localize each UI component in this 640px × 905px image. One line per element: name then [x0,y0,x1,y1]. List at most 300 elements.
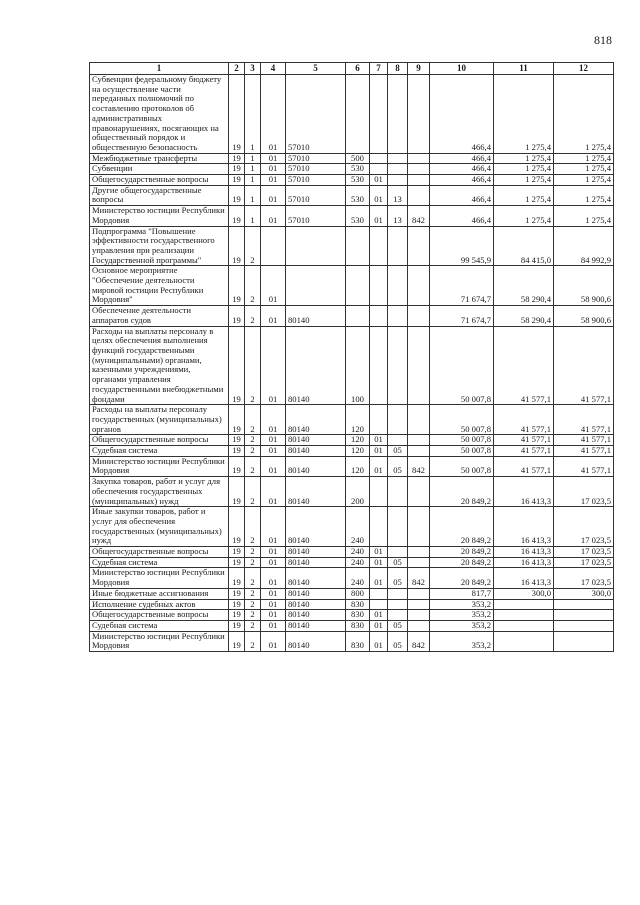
table-cell: 830 [346,631,370,651]
table-cell: 01 [261,164,286,175]
table-cell: 19 [229,456,245,476]
table-cell: 2 [245,477,261,507]
table-cell [408,306,430,326]
table-cell: 13 [388,206,408,226]
table-cell: 50 007,8 [430,326,494,405]
table-cell [370,153,388,164]
table-cell: 20 849,2 [430,557,494,568]
table-cell [370,507,388,547]
table-cell: 17 023,5 [554,507,614,547]
table-row [90,206,614,226]
header-cell: 8 [388,63,408,75]
table-cell: 01 [261,405,286,435]
table-row [90,175,614,186]
table-cell: 2 [245,588,261,599]
table-cell: 19 [229,588,245,599]
table-cell: 84 415,0 [494,226,554,266]
table-cell: 2 [245,568,261,588]
table-cell: 80140 [286,620,346,631]
table-cell: 1 275,4 [494,75,554,154]
table-cell: 240 [346,557,370,568]
table-cell: 500 [346,153,370,164]
row-label-cell: Субвенции [90,164,229,175]
table-cell: 1 275,4 [554,206,614,226]
table-cell [408,164,430,175]
row-label-cell: Закупка товаров, работ и услуг для обеспечения государственных (муниципальных) нужд [90,477,229,507]
table-cell: 466,4 [430,185,494,205]
table-cell: 01 [261,266,286,306]
row-label-cell: Судебная система [90,446,229,457]
table-cell: 58 290,4 [494,266,554,306]
table-cell: 19 [229,599,245,610]
table-cell: 05 [388,446,408,457]
table-cell [370,306,388,326]
table-cell: 19 [229,206,245,226]
table-cell: 01 [370,175,388,186]
table-cell: 1 275,4 [494,153,554,164]
table-cell: 01 [261,175,286,186]
row-label-cell: Судебная система [90,620,229,631]
table-cell [388,599,408,610]
table-cell: 817,7 [430,588,494,599]
table-row [90,164,614,175]
table-cell [370,164,388,175]
table-cell: 466,4 [430,75,494,154]
table-cell: 58 290,4 [494,306,554,326]
table-cell: 240 [346,568,370,588]
table-cell [408,326,430,405]
table-cell: 01 [370,547,388,558]
row-label-cell: Исполнение судебных актов [90,599,229,610]
table-row [90,185,614,205]
header-cell: 11 [494,63,554,75]
table-cell: 01 [261,557,286,568]
table-cell: 120 [346,435,370,446]
header-row [90,63,614,75]
table-cell: 530 [346,164,370,175]
row-label-cell: Обеспечение деятельности аппаратов судов [90,306,229,326]
table-cell: 842 [408,456,430,476]
table-cell [494,610,554,621]
table-row [90,226,614,266]
table-cell: 240 [346,507,370,547]
table-cell: 353,2 [430,610,494,621]
table-cell: 41 577,1 [554,456,614,476]
table-cell: 57010 [286,153,346,164]
header-cell: 2 [229,63,245,75]
table-cell: 13 [388,185,408,205]
table-cell: 80140 [286,306,346,326]
table-cell: 1 [245,164,261,175]
table-cell [388,326,408,405]
table-cell: 19 [229,620,245,631]
table-cell: 57010 [286,206,346,226]
table-cell [554,620,614,631]
table-cell: 01 [261,446,286,457]
table-cell: 120 [346,456,370,476]
table-cell: 2 [245,547,261,558]
table-cell: 842 [408,568,430,588]
row-label-cell: Межбюджетные трансферты [90,153,229,164]
table-cell: 01 [261,631,286,651]
table-cell [261,226,286,266]
table-cell: 05 [388,456,408,476]
table-row [90,75,614,154]
table-cell: 530 [346,185,370,205]
table-cell: 1 [245,175,261,186]
row-label-cell: Субвенции федеральному бюджету на осуществление части переданных полномочий по составлению протоколов об административных правонарушениях, посягающих на общественный порядок и общественную безопасность [90,75,229,154]
row-label-cell: Судебная система [90,557,229,568]
table-cell [408,405,430,435]
table-cell: 01 [261,568,286,588]
table-cell: 01 [261,306,286,326]
table-cell: 19 [229,326,245,405]
table-cell: 41 577,1 [494,446,554,457]
table-cell [554,599,614,610]
table-cell: 1 275,4 [554,75,614,154]
table-cell [408,547,430,558]
table-cell: 530 [346,175,370,186]
table-row [90,153,614,164]
table-cell: 466,4 [430,164,494,175]
table-row [90,477,614,507]
table-cell: 19 [229,226,245,266]
table-cell: 1 [245,185,261,205]
table-cell: 41 577,1 [494,456,554,476]
table-cell [408,557,430,568]
table-cell: 19 [229,557,245,568]
header-cell: 7 [370,63,388,75]
table-cell: 120 [346,405,370,435]
table-cell: 16 413,3 [494,568,554,588]
table-cell: 57010 [286,185,346,205]
table-cell: 20 849,2 [430,547,494,558]
table-cell: 41 577,1 [554,405,614,435]
table-cell: 01 [370,456,388,476]
table-cell: 1 [245,206,261,226]
table-cell [346,306,370,326]
table-cell: 1 275,4 [494,185,554,205]
table-cell: 353,2 [430,631,494,651]
table-cell: 05 [388,620,408,631]
row-label-cell: Министерство юстиции Республики Мордовия [90,456,229,476]
table-cell: 2 [245,557,261,568]
table-cell: 17 023,5 [554,568,614,588]
row-label-cell: Расходы на выплаты персоналу в целях обеспечения выполнения функций государственными (муниципальными) органами, казенными учреждениями, органами управления государственными внебюджетными фондами [90,326,229,405]
table-cell [370,405,388,435]
table-cell [388,75,408,154]
table-cell [370,588,388,599]
table-cell: 58 900,6 [554,306,614,326]
table-cell: 71 674,7 [430,266,494,306]
table-cell: 842 [408,206,430,226]
row-label-cell: Министерство юстиции Республики Мордовия [90,631,229,651]
row-label-cell: Министерство юстиции Республики Мордовия [90,206,229,226]
table-cell: 80140 [286,547,346,558]
page-number: 818 [594,33,612,47]
table-cell: 19 [229,164,245,175]
row-label-cell: Подпрограмма "Повышение эффективности государственного управления при реализации Государственной программы" [90,226,229,266]
table-cell: 80140 [286,631,346,651]
table-cell: 80140 [286,599,346,610]
table-cell: 01 [370,568,388,588]
budget-table [89,62,614,652]
table-cell: 2 [245,599,261,610]
table-cell: 80140 [286,405,346,435]
table-cell: 300,0 [554,588,614,599]
table-cell: 19 [229,75,245,154]
table-cell: 2 [245,631,261,651]
table-cell: 2 [245,456,261,476]
table-cell: 100 [346,326,370,405]
table-cell [346,226,370,266]
table-cell: 842 [408,631,430,651]
row-label-cell: Иные бюджетные ассигнования [90,588,229,599]
table-row [90,557,614,568]
table-cell [408,477,430,507]
table-cell: 80140 [286,610,346,621]
table-cell [286,266,346,306]
table-cell: 01 [261,507,286,547]
table-cell: 830 [346,620,370,631]
table-cell: 466,4 [430,206,494,226]
table-cell [494,631,554,651]
table-cell: 20 849,2 [430,477,494,507]
table-cell: 2 [245,610,261,621]
table-cell [388,477,408,507]
table-cell: 80140 [286,456,346,476]
table-cell: 80140 [286,568,346,588]
table-cell: 16 413,3 [494,547,554,558]
table-cell: 01 [261,185,286,205]
row-label-cell: Общегосударственные вопросы [90,547,229,558]
table-cell: 01 [261,610,286,621]
table-cell [408,610,430,621]
table-cell: 41 577,1 [494,405,554,435]
table-body [90,75,614,652]
table-cell: 1 [245,153,261,164]
table-cell [494,620,554,631]
table-cell [554,610,614,621]
table-row [90,435,614,446]
table-cell [408,75,430,154]
table-cell: 20 849,2 [430,507,494,547]
table-cell: 50 007,8 [430,446,494,457]
table-row [90,631,614,651]
table-row [90,507,614,547]
table-cell: 01 [370,435,388,446]
header-cell: 10 [430,63,494,75]
table-cell: 19 [229,568,245,588]
table-cell: 41 577,1 [494,326,554,405]
table-cell: 80140 [286,588,346,599]
table-cell: 84 992,9 [554,226,614,266]
table-cell: 2 [245,226,261,266]
table-cell [388,588,408,599]
table-cell: 01 [261,620,286,631]
table-cell: 01 [370,185,388,205]
table-cell [388,153,408,164]
table-row [90,547,614,558]
table-cell: 1 275,4 [554,153,614,164]
table-cell [388,435,408,446]
table-cell: 2 [245,620,261,631]
table-cell: 1 275,4 [554,175,614,186]
table-cell: 01 [261,326,286,405]
table-cell: 80140 [286,507,346,547]
table-cell [388,547,408,558]
table-cell: 17 023,5 [554,547,614,558]
table-cell: 17 023,5 [554,557,614,568]
table-cell [370,599,388,610]
table-cell: 41 577,1 [554,326,614,405]
table-cell: 16 413,3 [494,477,554,507]
table-row [90,266,614,306]
table-cell: 800 [346,588,370,599]
table-cell [370,75,388,154]
table-cell: 1 275,4 [554,164,614,175]
table-cell: 20 849,2 [430,568,494,588]
table-cell: 2 [245,306,261,326]
table-cell: 19 [229,266,245,306]
table-cell: 1 275,4 [494,175,554,186]
table-cell: 01 [370,610,388,621]
table-row [90,568,614,588]
table-cell [388,226,408,266]
table-cell: 57010 [286,164,346,175]
table-cell: 353,2 [430,599,494,610]
table-cell: 80140 [286,326,346,405]
table-cell: 19 [229,306,245,326]
table-cell: 200 [346,477,370,507]
table-cell: 99 545,9 [430,226,494,266]
table-cell: 530 [346,206,370,226]
table-cell: 19 [229,175,245,186]
table-cell [388,306,408,326]
table-cell: 50 007,8 [430,405,494,435]
table-cell: 80140 [286,477,346,507]
table-cell [346,266,370,306]
table-cell [408,226,430,266]
table-cell: 01 [370,620,388,631]
table-row [90,610,614,621]
table-row [90,620,614,631]
table-cell [388,507,408,547]
table-cell [408,175,430,186]
table-cell: 1 275,4 [494,164,554,175]
table-cell: 19 [229,477,245,507]
table-cell [408,588,430,599]
table-row [90,588,614,599]
table-cell [408,266,430,306]
row-label-cell: Общегосударственные вопросы [90,175,229,186]
table-cell: 01 [261,75,286,154]
table-cell: 17 023,5 [554,477,614,507]
table-cell: 80140 [286,557,346,568]
table-cell [494,599,554,610]
table-cell: 2 [245,326,261,405]
table-cell [408,446,430,457]
header-cell: 5 [286,63,346,75]
row-label-cell: Министерство юстиции Республики Мордовия [90,568,229,588]
header-cell: 12 [554,63,614,75]
table-cell [408,599,430,610]
table-cell: 05 [388,568,408,588]
table-cell: 41 577,1 [554,446,614,457]
table-cell [554,631,614,651]
table-cell [388,164,408,175]
table-cell: 466,4 [430,175,494,186]
table-cell: 01 [370,206,388,226]
header-cell: 6 [346,63,370,75]
table-row [90,446,614,457]
table-cell: 71 674,7 [430,306,494,326]
table-cell [388,610,408,621]
table-cell [408,435,430,446]
table-cell: 01 [370,446,388,457]
table-cell: 830 [346,610,370,621]
table-cell [388,266,408,306]
table-cell: 19 [229,610,245,621]
table-cell: 01 [261,547,286,558]
row-label-cell: Другие общегосударственные вопросы [90,185,229,205]
table-cell [370,326,388,405]
table-cell: 05 [388,557,408,568]
table-row [90,306,614,326]
table-cell: 01 [261,153,286,164]
table-cell: 16 413,3 [494,557,554,568]
table-cell: 19 [229,153,245,164]
table-cell: 57010 [286,175,346,186]
table-cell: 80140 [286,435,346,446]
table-cell [408,153,430,164]
table-cell: 19 [229,446,245,457]
table-cell: 01 [261,588,286,599]
table-cell: 19 [229,435,245,446]
row-label-cell: Основное мероприятие "Обеспечение деятельности мировой юстиции Республики Мордовия" [90,266,229,306]
table-cell: 1 [245,75,261,154]
table-cell: 50 007,8 [430,435,494,446]
table-cell: 2 [245,446,261,457]
row-label-cell: Общегосударственные вопросы [90,610,229,621]
table-cell: 1 275,4 [554,185,614,205]
table-cell: 01 [261,456,286,476]
header-cell: 3 [245,63,261,75]
table-cell [370,477,388,507]
table-cell: 01 [261,206,286,226]
table-cell: 05 [388,631,408,651]
row-label-cell: Общегосударственные вопросы [90,435,229,446]
table-cell: 01 [261,477,286,507]
table-cell: 01 [261,435,286,446]
table-cell: 19 [229,405,245,435]
table-row [90,405,614,435]
table-row [90,599,614,610]
header-cell: 1 [90,63,229,75]
table-cell: 80140 [286,446,346,457]
table-cell [408,620,430,631]
table-cell: 2 [245,507,261,547]
table-cell: 353,2 [430,620,494,631]
table-row [90,456,614,476]
table-cell: 19 [229,185,245,205]
table-cell [370,226,388,266]
table-cell: 830 [346,599,370,610]
table-cell [346,75,370,154]
table-cell: 2 [245,435,261,446]
table-row [90,326,614,405]
table-cell: 240 [346,547,370,558]
